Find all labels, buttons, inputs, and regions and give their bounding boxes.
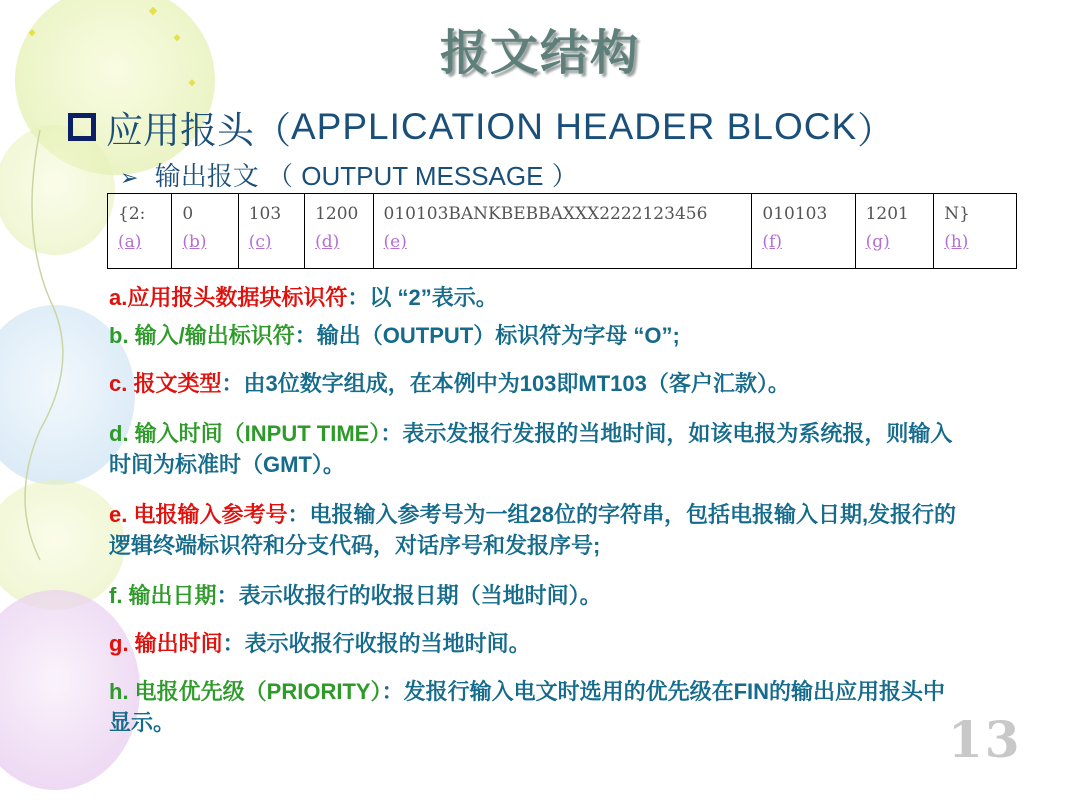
table-cell (172, 194, 238, 269)
item-e-body: ：电报输入参考号为一组28位的字符串，包括电报输入日期,发报行的逻辑终端标识符和分支代码，对话序号和发报序号; (109, 502, 957, 558)
cell-value: 1201 (865, 204, 909, 224)
cell-value: 010103BANKBEBBAXXX2222123456 (383, 204, 708, 224)
item-f-body: ：表示收报行的收报日期（当地时间）。 (216, 583, 602, 608)
cell-value: {2: (118, 204, 146, 224)
list-item-g (109, 628, 969, 659)
table-cell (855, 194, 934, 269)
table-row (108, 194, 1017, 269)
table-cell (238, 194, 304, 269)
item-d-body: ：表示发报行发报的当地时间，如该电报为系统报，则输入时间为标准时（GMT）。 (109, 421, 953, 477)
cell-label: (h) (944, 232, 969, 252)
cell-label: (b) (182, 232, 207, 252)
bullet2-close: ） (551, 162, 578, 192)
cell-label: (e) (383, 232, 407, 252)
bullet1-close: ） (857, 109, 895, 152)
bullet2-en: OUTPUT MESSAGE (301, 161, 544, 191)
cell-label: (f) (762, 232, 782, 252)
bullet1-en: APPLICATION HEADER BLOCK (291, 106, 858, 147)
page-number: 13 (948, 710, 1022, 769)
list-item-c (109, 368, 969, 399)
cell-label: (g) (865, 232, 890, 252)
page-title: 报文结构 (439, 25, 640, 81)
item-a-body: ：以 “2”表示。 (347, 285, 498, 310)
bullet-output-message (120, 156, 578, 193)
cell-label: (d) (315, 232, 340, 252)
item-h-head: h. 电报优先级（PRIORITY） (109, 679, 382, 704)
cell-label: (c) (248, 232, 272, 252)
list-item-a (109, 282, 969, 313)
item-g-head: g. 输出时间 (109, 631, 223, 656)
item-b-head: b. 输入/输出标识符 (109, 323, 295, 348)
table-cell (934, 194, 1017, 269)
item-c-body: ：由3位数字组成，在本例中为103即MT103（客户汇款）。 (221, 371, 790, 396)
item-h-body: ：发报行输入电文时选用的优先级在FIN的输出应用报头中显示。 (109, 679, 946, 735)
bullet1-cn: 应用报头（ (106, 109, 291, 152)
list-item-d (109, 418, 959, 480)
item-c-head: c. 报文类型 (109, 371, 222, 396)
output-message-table (107, 193, 1017, 269)
item-e-head: e. 电报输入参考号 (109, 502, 288, 527)
cell-value: 1200 (315, 204, 359, 224)
square-bullet-icon (68, 113, 96, 141)
bullet2-cn: 输出报文 （ (154, 162, 293, 192)
cell-value: N} (944, 204, 970, 224)
item-g-body: ：表示收报行收报的当地时间。 (222, 631, 531, 656)
cell-value: 010103 (762, 204, 828, 224)
item-d-head: d. 输入时间（INPUT TIME） (109, 421, 381, 446)
list-item-e (109, 499, 959, 561)
item-f-head: f. 输出日期 (109, 583, 217, 608)
list-item-h (109, 676, 949, 738)
table-cell (373, 194, 752, 269)
table-cell (752, 194, 855, 269)
cell-value: 103 (248, 204, 282, 224)
bullet-application-header (68, 100, 894, 154)
table-cell (108, 194, 172, 269)
list-item-f (109, 580, 969, 611)
table-cell (305, 194, 373, 269)
cell-label: (a) (118, 232, 142, 252)
item-a-head: a.应用报头数据块标识符 (109, 285, 348, 310)
item-b-body: ：输出（OUTPUT）标识符为字母 “O”; (294, 323, 680, 348)
cell-value: 0 (182, 204, 194, 224)
arrow-bullet-icon: ➢ (120, 166, 139, 191)
list-item-b (109, 320, 969, 351)
